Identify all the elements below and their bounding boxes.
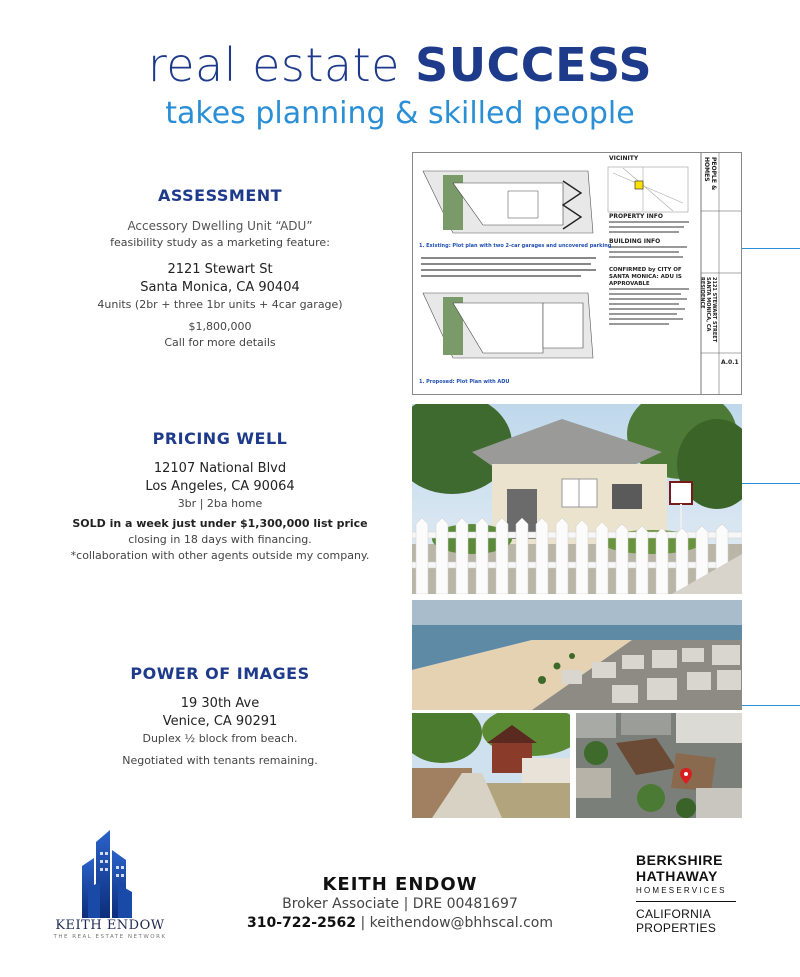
brand-line-2: HATHAWAY xyxy=(636,868,718,884)
brand-line-5: PROPERTIES xyxy=(636,921,717,935)
brand-line-4: CALIFORNIA xyxy=(636,907,712,921)
brand-line-1: BERKSHIRE xyxy=(636,852,723,868)
connector-line-2 xyxy=(742,483,800,484)
rooftops-photo xyxy=(576,713,742,818)
agent-title: Broker Associate | DRE 00481697 xyxy=(282,896,518,912)
assessment-section xyxy=(60,186,380,351)
walkway-drawing xyxy=(412,713,570,818)
assessment-units: 4units (2br + three 1br units + 4car garage) xyxy=(97,298,343,311)
pricing-section xyxy=(60,429,380,564)
images-duplex: Duplex ½ block from beach. xyxy=(142,732,298,745)
house-photo xyxy=(412,404,742,594)
contact-separator: | xyxy=(356,915,370,931)
agent-name: KEITH ENDOW xyxy=(322,874,478,895)
aerial-beach-photo xyxy=(412,600,742,710)
assessment-address-2: Santa Monica, CA 90404 xyxy=(140,280,300,295)
subheadline: takes planning & skilled people xyxy=(165,96,635,131)
logo-tagline: THE REAL ESTATE NETWORK xyxy=(53,934,167,940)
connector-line-1 xyxy=(742,248,800,249)
plan-proposed-label: 1. Proposed: Plot Plan with ADU xyxy=(419,379,510,385)
plan-building-info: BUILDING INFO xyxy=(609,238,661,245)
agent-phone[interactable]: 310-722-2562 xyxy=(247,915,357,931)
plan-vicinity-label: VICINITY xyxy=(609,155,639,162)
assessment-call: Call for more details xyxy=(164,336,276,349)
headline-bold: SUCCESS xyxy=(415,38,653,92)
plan-side-title: 2121 STEWART STREET SANTA MONICA, CA RESIDENCE xyxy=(699,277,717,343)
pricing-sold: SOLD in a week just under $1,300,000 list price xyxy=(72,517,368,530)
pricing-heading: PRICING WELL xyxy=(152,429,288,448)
brand-line-3: HOMESERVICES xyxy=(636,886,727,895)
assessment-line-1: Accessory Dwelling Unit “ADU” xyxy=(127,219,313,233)
plot-plan-image xyxy=(412,152,742,395)
pricing-address-2: Los Angeles, CA 90064 xyxy=(145,479,295,494)
images-heading: POWER OF IMAGES xyxy=(130,664,310,683)
keith-endow-logo xyxy=(30,828,190,938)
walkway-photo xyxy=(412,713,570,818)
rooftops-drawing xyxy=(576,713,742,818)
plan-property-info: PROPERTY INFO xyxy=(609,213,663,220)
images-address-2: Venice, CA 90291 xyxy=(162,714,278,729)
images-section xyxy=(60,664,380,769)
pricing-collab: *collaboration with other agents outside my company. xyxy=(70,549,370,562)
pricing-beds: 3br | 2ba home xyxy=(177,497,263,510)
agent-email[interactable]: keithendow@bhhscal.com xyxy=(369,915,553,931)
pricing-address-1: 12107 National Blvd xyxy=(153,461,287,476)
headline xyxy=(0,38,800,92)
brokerage-logo xyxy=(636,852,776,935)
headline-light: real estate xyxy=(147,38,400,92)
plan-sheet-number: A.0.1 xyxy=(721,359,739,366)
agent-contact-line xyxy=(200,915,600,931)
aerial-beach-drawing xyxy=(412,600,742,710)
assessment-heading: ASSESSMENT xyxy=(157,186,283,205)
logo-name: KEITH ENDOW xyxy=(55,918,165,933)
plan-confirmed: CONFIRMED by CITY OF SANTA MONICA: ADU IS APPROVABLE xyxy=(609,267,682,287)
assessment-price: $1,800,000 xyxy=(188,320,252,333)
skyline-icon xyxy=(30,828,190,920)
house-photo-drawing xyxy=(412,404,742,594)
images-address-1: 19 30th Ave xyxy=(180,696,260,711)
connector-line-3 xyxy=(742,705,800,706)
plan-existing-label: 1. Existing: Plot plan with two 2-car garages and uncovered parking xyxy=(419,243,612,249)
brand-divider xyxy=(636,901,736,902)
assessment-line-2: feasibility study as a marketing feature: xyxy=(110,236,330,249)
plan-firm: PEOPLE & HOMES xyxy=(703,157,717,191)
images-tenants: Negotiated with tenants remaining. xyxy=(122,754,318,767)
assessment-address-1: 2121 Stewart St xyxy=(167,262,273,277)
pricing-closing: closing in 18 days with financing. xyxy=(128,533,312,546)
